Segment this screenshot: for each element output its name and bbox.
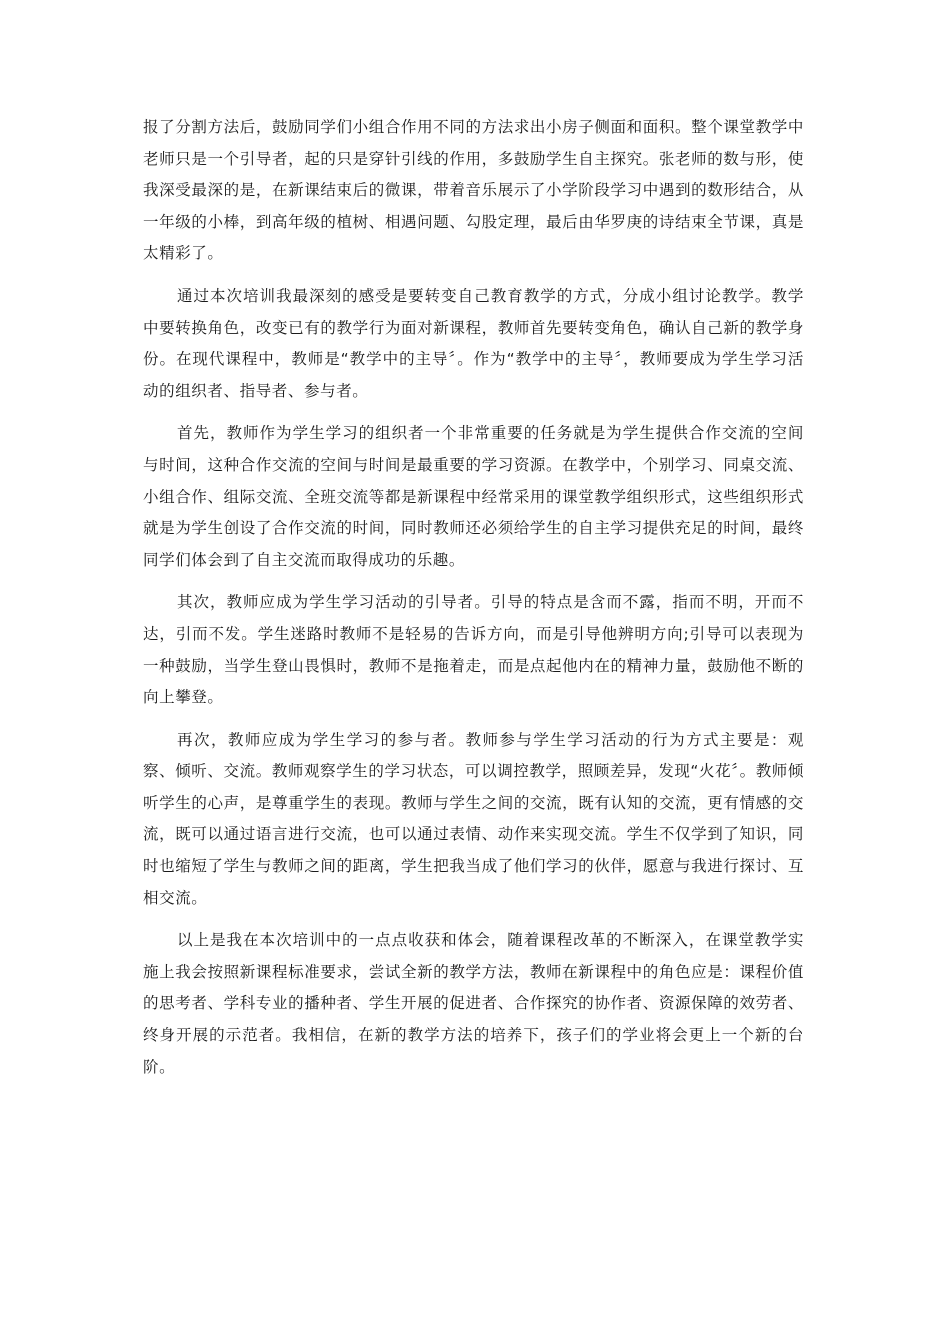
paragraph-participant: 再次，教师应成为学生学习的参与者。教师参与学生学习活动的行为方式主要是：观察、倾听、交流。教师观察学生的学习状态，可以调控教学，照顾差异，发现“火花〞。教师倾听学生的心声，是尊重学生的表现。教师与学生之间的交流，既有认知的交流，更有情感的交流，既可以通过语言进行交流，也可以通过表情、动作来实现交流。学生不仅学到了知识，同时也缩短了学生与教师之间的距离，学生把我当成了他们学习的伙伴，愿意与我进行探讨、互相交流。 bbox=[143, 730, 804, 907]
paragraph-organizer: 首先，教师作为学生学习的组织者一个非常重要的任务就是为学生提供合作交流的空间与时间，这种合作交流的空间与时间是最重要的学习资源。在教学中，个别学习、同桌交流、小组合作、组际交流、全班交流等都是新课程中经常采用的课堂教学组织形式，这些组织形式就是为学生创设了合作交流的时间，同时教师还必须给学生的自主学习提供充足的时间，最终同学们体会到了自主交流而取得成功的乐趣。 bbox=[143, 424, 804, 569]
document-body bbox=[143, 112, 804, 1094]
paragraph-continuation: 报了分割方法后，鼓励同学们小组合作用不同的方法求出小房子侧面和面积。整个课堂教学中老师只是一个引导者，起的只是穿针引线的作用，多鼓励学生自主探究。张老师的数与形，使我深受最深的是，在新课结束后的微课，带着音乐展示了小学阶段学习中遇到的数形结合，从一年级的小棒，到高年级的植树、相遇问题、勾股定理，最后由华罗庚的诗结束全节课，真是太精彩了。 bbox=[143, 118, 804, 263]
paragraph-guide: 其次，教师应成为学生学习活动的引导者。引导的特点是含而不露，指而不明，开而不达，引而不发。学生迷路时教师不是轻易的告诉方向，而是引导他辨明方向;引导可以表现为一种鼓励，当学生登山畏惧时，教师不是拖着走，而是点起他内在的精神力量，鼓励他不断的向上攀登。 bbox=[143, 593, 804, 707]
paragraph-training-reflection: 通过本次培训我最深刻的感受是要转变自己教育教学的方式，分成小组讨论教学。教学中要转换角色，改变已有的教学行为面对新课程，教师首先要转变角色，确认自己新的教学身份。在现代课程中，教师是“教学中的主导〞。作为“教学中的主导〞，教师要成为学生学习活动的组织者、指导者、参与者。 bbox=[143, 286, 804, 400]
paragraph-conclusion: 以上是我在本次培训中的一点点收获和体会，随着课程改革的不断深入，在课堂教学实施上我会按照新课程标准要求，尝试全新的教学方法，教师在新课程中的角色应是：课程价值的思考者、学科专业的播种者、学生开展的促进者、合作探究的协作者、资源保障的效劳者、终身开展的示范者。我相信，在新的教学方法的培养下，孩子们的学业将会更上一个新的台阶。 bbox=[143, 931, 804, 1076]
